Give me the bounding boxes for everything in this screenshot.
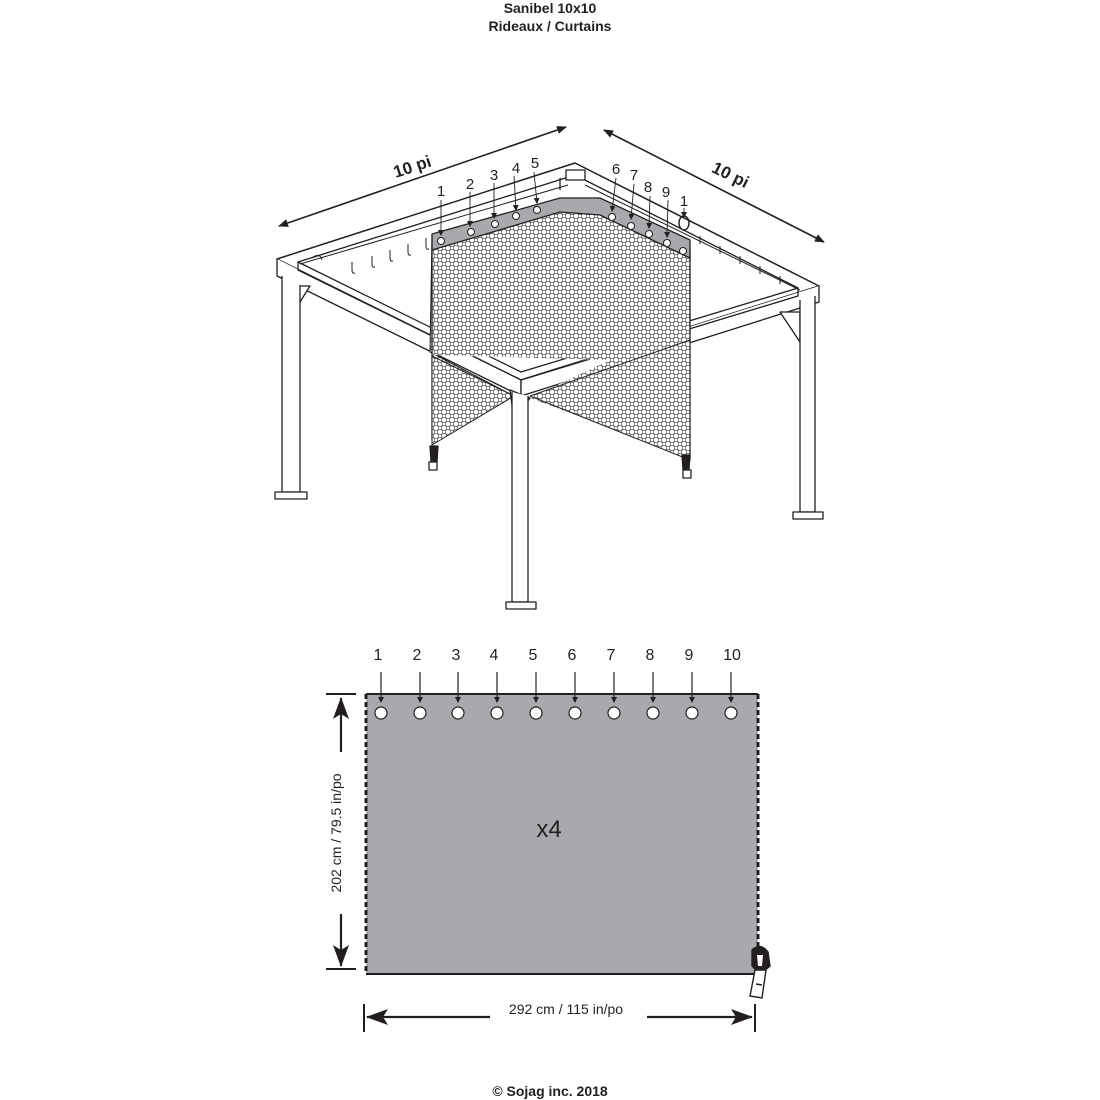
panel-ring-number: 1 xyxy=(373,647,383,664)
gazebo-illustration xyxy=(275,127,824,609)
gazebo-ring-number: 4 xyxy=(511,160,521,177)
panel-ring-number: 4 xyxy=(489,647,499,664)
panel-ring-numbers xyxy=(374,647,741,664)
height-label: 202 cm / 79.5 in/po xyxy=(328,773,344,893)
gazebo-ring-number: 7 xyxy=(629,167,639,184)
panel-ring-number: 8 xyxy=(645,647,655,664)
panel-ring-number: 6 xyxy=(567,647,577,664)
panel-ring-number: 10 xyxy=(723,647,741,664)
panel-ring-number: 9 xyxy=(684,647,694,664)
right-brace xyxy=(780,312,800,342)
gazebo-ring-number: 1 xyxy=(679,193,689,210)
gazebo-ring-number: 5 xyxy=(530,155,540,172)
zipper-pull-right xyxy=(682,455,691,478)
left-base-plate xyxy=(275,492,307,499)
curtain-panel-diagram xyxy=(326,672,770,1032)
gazebo-ring-number: 2 xyxy=(465,176,475,193)
panel-ring-number: 3 xyxy=(451,647,461,664)
copyright-footer: © Sojag inc. 2018 xyxy=(492,1083,608,1099)
panel-ring-number: 7 xyxy=(606,647,616,664)
panel-ring-number: 2 xyxy=(412,647,422,664)
curtain-panel xyxy=(366,694,758,974)
gazebo-ring-number: 8 xyxy=(643,179,653,196)
panel-ring-number: 5 xyxy=(528,647,538,664)
dimension-label-left: 10 pi xyxy=(390,151,434,182)
front-post xyxy=(512,392,528,602)
gazebo-ring-number: 6 xyxy=(611,161,621,178)
left-post xyxy=(282,276,300,492)
gazebo-ring-number: 1 xyxy=(436,183,446,200)
diagram-subtitle: Rideaux / Curtains xyxy=(488,18,612,34)
right-post xyxy=(800,296,815,512)
quantity-label: x4 xyxy=(536,816,562,843)
zipper-pull-left xyxy=(429,446,438,470)
front-base-plate xyxy=(506,602,536,609)
dimension-label-right: 10 pi xyxy=(708,158,752,193)
gazebo-ring-number: 3 xyxy=(489,167,499,184)
diagram-title: Sanibel 10x10 xyxy=(503,0,597,16)
gazebo-ring-number: 9 xyxy=(661,184,671,201)
width-label: 292 cm / 115 in/po xyxy=(508,1001,624,1017)
right-base-plate xyxy=(793,512,823,519)
